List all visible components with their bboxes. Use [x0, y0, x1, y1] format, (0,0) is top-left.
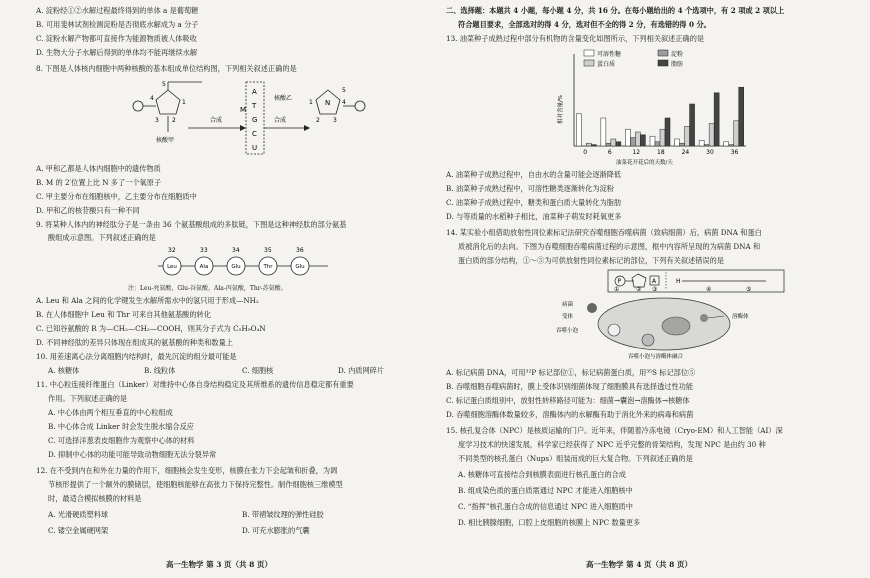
- cell-nucleus: [662, 317, 690, 335]
- q15-stem-line1: 15. 核孔复合体（NPC）是核质运输的门户。近年来，伴随着冷冻电镜（Cryo-EM）和人工智能（AI）深: [446, 426, 783, 435]
- q14-stem-line1: 14. 某实验小组借助放射性同位素标记法研究吞噬细胞吞噬病菌（致病细菌）后，病菌 DNA 和蛋白: [446, 228, 762, 237]
- q14-stem-line3: 蛋白质的部分结构，①～⑤为可供放射性同位素标记的部位，下列有关叙述错误的是: [458, 256, 724, 265]
- label-1-left: 1: [182, 99, 186, 106]
- q13-stem: 13. 油菜种子成熟过程中部分有机物的含量变化如图所示，下列相关叙述正确的是: [446, 34, 705, 43]
- site-3: ③: [652, 286, 658, 293]
- x-tick-18: 18: [657, 149, 665, 156]
- q12-stem-line3: 时，最适合模拟核膜的材料是: [48, 494, 142, 503]
- site-5: ⑤: [746, 286, 752, 293]
- base-t: T: [252, 102, 257, 110]
- q9-option-a: A. Leu 和 Ala 之间的化学键发生水解所需水中的氢只用于形成—NH₂: [36, 296, 259, 305]
- q12-stem-line2: 节核形提供了一个额外的膜储层，使细胞核能够在高张力下保持完整性。制作细胞核三维模型: [48, 480, 343, 489]
- label-phagosome: 吞噬小泡: [556, 328, 579, 334]
- nucleic-acid-a-label: 核酸甲: [156, 137, 175, 144]
- q11-option-d: D. 抑制中心体的功能可能导致动物细胞无法分裂异常: [48, 450, 217, 459]
- pos-33: 33: [200, 247, 208, 254]
- bar-脂肪-30: [714, 93, 719, 146]
- bar-淀粉-30: [704, 145, 709, 146]
- bar-脂肪-0: [591, 145, 596, 146]
- mark-n: N: [325, 99, 331, 107]
- q12-option-d: D. 可充水膨胀的气囊: [242, 526, 310, 535]
- label-5-right: 5: [342, 87, 346, 94]
- q14-option-b: B. 吞噬细胞吞噬病菌时，膜上受体识别细菌体现了细胞膜具有选择透过性功能: [446, 382, 694, 391]
- label-4-right: 4: [342, 99, 346, 106]
- bar-蛋白质-30: [709, 124, 714, 146]
- q8-stem: 8. 下图是人体核内细胞中两种核酸的基本组成单位结构图，下列相关叙述正确的是: [36, 64, 297, 73]
- site-1: ①: [614, 286, 620, 293]
- bar-蛋白质-12: [635, 132, 640, 146]
- q10-stem: 10. 用差速离心法分离细胞内结构时，最先沉淀的组分最可能是: [36, 352, 237, 361]
- q15-option-a: A. 核糖体可直接结合到核膜表面进行核孔蛋白的合成: [458, 470, 626, 479]
- label-5-left: 5: [162, 81, 166, 88]
- label-2-left: 2: [172, 117, 176, 124]
- bar-可溶性糖-24: [675, 139, 680, 146]
- bar-可溶性糖-6: [601, 118, 606, 146]
- bar-蛋白质-6: [611, 139, 616, 146]
- phosphate-group-left: [133, 101, 143, 111]
- q8-option-d: D. 甲和乙的核苷酸只有一种不同: [36, 206, 140, 215]
- bar-蛋白质-18: [660, 129, 665, 146]
- label-1-right: 1: [309, 99, 313, 106]
- bar-可溶性糖-0: [576, 114, 581, 146]
- bar-可溶性糖-18: [650, 136, 655, 146]
- bar-脂肪-6: [616, 142, 621, 146]
- base-a: A: [252, 88, 257, 96]
- q10-option-c: C. 细胞核: [242, 366, 274, 375]
- y-axis-title: 相对含量/%: [558, 94, 564, 124]
- q13-option-a: A. 油菜种子成熟过程中，自由水的含量可能会逐渐降低: [446, 170, 622, 179]
- q13-option-b: B. 油菜种子成熟过程中，可溶性糖类逐渐转化为淀粉: [446, 184, 614, 193]
- legend-label-淀粉: 淀粉: [671, 51, 684, 58]
- residue-ala-label: Ala: [199, 264, 209, 270]
- bar-淀粉-12: [630, 138, 635, 146]
- bar-脂肪-12: [640, 135, 645, 146]
- x-tick-12: 12: [632, 149, 641, 156]
- q9-stem-line1: 9. 将某种人体内的神经肽分子是一条由 36 个氨基酸组成的多肽链，下图是这种神经肽的部分氨基: [36, 220, 347, 229]
- base-c: C: [252, 130, 257, 138]
- bar-淀粉-18: [655, 142, 660, 146]
- site-4: ④: [706, 286, 712, 293]
- bar-蛋白质-36: [734, 121, 739, 146]
- q10-option-b: B. 线粒体: [144, 366, 176, 375]
- lysosome: [700, 314, 708, 322]
- label-fusion: 吞噬小泡与溶酶体融合: [628, 354, 684, 360]
- mark-m: M: [240, 106, 247, 114]
- bar-脂肪-36: [739, 87, 744, 146]
- label-2-right: 2: [316, 117, 320, 124]
- pos-34: 34: [232, 247, 240, 254]
- synthesis-label-right: 合成: [274, 117, 287, 124]
- phosphate-group-right: [355, 101, 365, 111]
- q14-option-d: D. 吞噬细胞溶酶体数量较多，溶酶体内的水解酶有助于消化外来的病毒和病菌: [446, 410, 694, 419]
- q12-option-c: C. 镂空金属硬网架: [48, 526, 109, 535]
- base-mark-a: A: [652, 278, 657, 285]
- label-4-left: 4: [150, 95, 154, 102]
- bar-淀粉-36: [729, 145, 734, 146]
- q14-option-a: A. 标记病菌 DNA，可用³²P 标记部位①，标记病菌蛋白质，用³⁵S 标记部位⑤: [446, 368, 696, 377]
- q15-option-b: B. 组成染色质的蛋白质需通过 NPC 才能进入细胞核中: [458, 486, 633, 495]
- legend-swatch-脂肪: [658, 60, 668, 66]
- x-tick-0: 0: [583, 149, 588, 156]
- residue-leu-label: Leu: [167, 264, 177, 270]
- q12-stem-line1: 12. 在不受到内在和外在力量的作用下，细胞核会发生变形，核膜在张力下会起皱和折叠，为调: [36, 466, 338, 475]
- bar-蛋白质-24: [685, 126, 690, 146]
- bar-蛋白质-0: [586, 143, 591, 146]
- q11-option-b: B. 中心体合成 Linker 时会发生脱水缩合反应: [48, 422, 194, 431]
- fused-vesicle: [642, 334, 654, 346]
- q15-option-d: D. 相比胰腺细胞，口腔上皮细胞的核膜上 NPC 数量更多: [458, 518, 641, 527]
- peptide-mark-h: H: [676, 278, 681, 285]
- phosphate-mark: P: [617, 278, 622, 285]
- phagocytic-vesicle: [608, 324, 620, 336]
- pentose-left: [156, 90, 180, 114]
- label-bacterium: 病菌: [562, 302, 574, 308]
- label-lysosome: 溶酶体: [732, 314, 749, 320]
- x-tick-30: 30: [706, 149, 714, 156]
- bar-脂肪-24: [690, 104, 695, 146]
- section-heading-line2: 符合题目要求，全部选对的得 4 分，选对但不全的得 2 分，有选错的得 0 分。: [458, 20, 711, 29]
- legend-label-可溶性糖: 可溶性糖: [597, 51, 622, 58]
- q13-option-d: D. 与等质量的水稻种子相比，油菜种子萌发时耗氧更多: [446, 212, 622, 221]
- legend-label-蛋白质: 蛋白质: [597, 61, 616, 68]
- q14-stem-line2: 质被消化后的去向。下图为吞噬细胞吞噬病菌过程的示意图，框中内容所呈现的为病菌 DNA 和: [458, 242, 761, 251]
- label-receptor: 受体: [562, 314, 574, 320]
- q11-stem-line2: 作用。下列叙述正确的是: [48, 394, 128, 403]
- q15-stem-line3: 不同类型的核孔蛋白（Nups）组装而成的巨大复合物。下列叙述正确的是: [458, 454, 693, 463]
- left-footer: 高一生物学 第 3 页（共 8 页）: [166, 560, 272, 569]
- base-g: G: [252, 116, 258, 124]
- q11-option-a: A. 中心体由两个相互垂直的中心粒组成: [48, 408, 173, 417]
- base-u: U: [252, 144, 258, 152]
- residue-glu-2-label: Glu: [295, 264, 305, 270]
- residue-thr-label: Thr: [263, 264, 273, 270]
- x-tick-36: 36: [730, 149, 739, 156]
- q12-option-b: B. 带褶皱纹理的弹性硅胶: [242, 510, 324, 519]
- legend-swatch-淀粉: [658, 50, 668, 56]
- site-2: ②: [636, 286, 642, 293]
- q9-peptide-figure: [154, 244, 354, 282]
- q9-option-b: B. 在人体细胞中 Leu 和 Thr 可来自其他氨基酸的转化: [36, 310, 211, 319]
- q13-option-c: C. 油菜种子成熟过程中，糖类和蛋白质大量转化为脂肪: [446, 198, 622, 207]
- q14-option-c: C. 标记蛋白质组别中，放射性转移路径可能为：细菌→囊泡→溶酶体→核糖体: [446, 396, 690, 405]
- q8-option-b: B. M 的 2′位置上比 N 多了一个氧原子: [36, 178, 162, 187]
- legend-swatch-蛋白质: [584, 60, 594, 66]
- q7-option-c: C. 淀粉水解产物都可直接作为能源物质被人体吸收: [36, 34, 197, 43]
- bar-脂肪-18: [665, 118, 670, 146]
- bacterium: [587, 303, 597, 313]
- q7-option-b: B. 可用斐林试剂检测淀粉是否彻底水解成为 a 分子: [36, 20, 199, 29]
- bar-淀粉-24: [680, 143, 685, 146]
- pos-35: 35: [264, 247, 272, 254]
- label-3-left: 3: [155, 117, 159, 124]
- q9-note: 注：Leu-亮氨酸，Glu-谷氨酸，Ala-丙氨酸，Thr-苏氨酸。: [128, 285, 287, 292]
- legend-label-脂肪: 脂肪: [671, 61, 684, 68]
- q12-option-a: A. 光滑硬质塑料球: [48, 510, 109, 519]
- q9-option-d: D. 不同神经肽的差异只体现在组成其的氨基酸的种类和数量上: [36, 338, 233, 347]
- pos-36: 36: [296, 247, 304, 254]
- nucleic-acid-b-label: 核酸乙: [274, 95, 293, 102]
- residue-glu-1-label: Glu: [231, 264, 241, 270]
- q13-bar-chart: [550, 46, 750, 168]
- q9-option-c: C. 已知谷氨酸的 R 为—CH₂—CH₂—COOH，则其分子式为 C₅H₉O₄N: [36, 324, 266, 333]
- q7-option-d: D. 生物大分子水解后得到的单体均不能再继续水解: [36, 48, 198, 57]
- q10-option-d: D. 内质网碎片: [338, 366, 385, 375]
- bar-可溶性糖-12: [625, 129, 630, 146]
- legend-swatch-可溶性糖: [584, 50, 594, 56]
- x-axis-title: 油菜花开花后的天数/天: [616, 160, 673, 166]
- q11-option-c: C. 可选择洋葱表皮细胞作为观察中心体的材料: [48, 436, 195, 445]
- x-tick-6: 6: [607, 149, 612, 156]
- pos-32: 32: [168, 247, 176, 254]
- q8-option-c: C. 甲主要分布在细胞核中，乙主要分布在细胞质中: [36, 192, 197, 201]
- right-footer: 高一生物学 第 4 页（共 8 页）: [586, 560, 692, 569]
- q15-stem-line2: 度学习技术的快速发展，科学家已经获得了 NPC 近乎完整的骨架结构，发现 NPC 是由约 30 种: [458, 440, 766, 449]
- synthesis-label-left: 合成: [210, 117, 223, 124]
- q9-stem-line2: 酸组成示意图。下列叙述正确的是: [48, 233, 156, 242]
- q11-stem-line1: 11. 中心粒连接纤维蛋白（Linker）对维持中心体自身结构稳定及其所维系的遗传信息稳定都有重要: [36, 380, 354, 389]
- bar-可溶性糖-36: [724, 142, 729, 146]
- q7-option-a: A. 淀粉经①②水解过程最终得到的单体 a 是葡萄糖: [36, 6, 199, 15]
- bar-可溶性糖-30: [699, 140, 704, 146]
- label-3-right: 3: [333, 117, 337, 124]
- q8-nucleotide-figure: [128, 76, 378, 162]
- q10-option-a: A. 核糖体: [48, 366, 80, 375]
- section-heading-line1: 二、选择题：本题共 4 小题，每小题 4 分，共 16 分。在每小题给出的 4 个选项中，有 2 项或 2 项以上: [446, 6, 785, 15]
- bar-淀粉-6: [606, 143, 611, 146]
- q15-option-c: C. “指挥”核孔蛋白合成的信息通过 NPC 进入细胞质中: [458, 502, 633, 511]
- q14-phagocytosis-figure: [556, 268, 786, 360]
- q8-option-a: A. 甲和乙都是人体内细胞中的遗传物质: [36, 164, 161, 173]
- x-tick-24: 24: [681, 149, 690, 156]
